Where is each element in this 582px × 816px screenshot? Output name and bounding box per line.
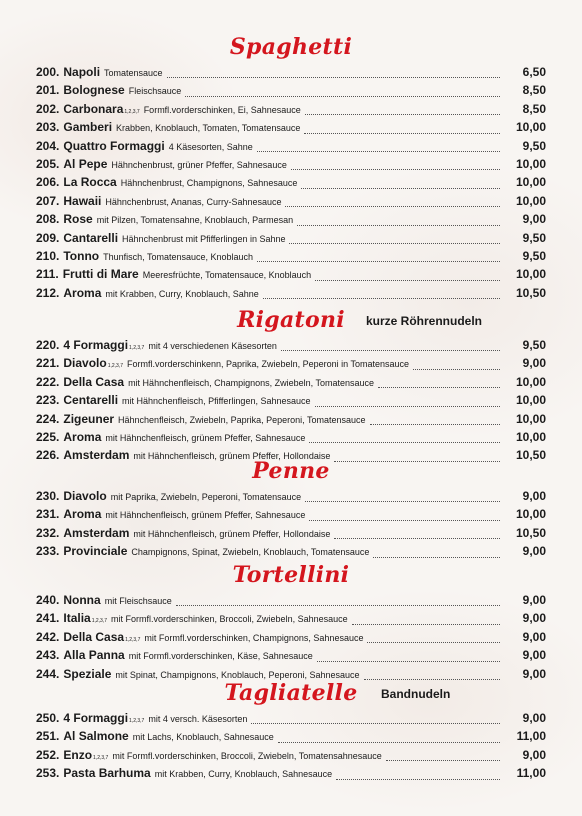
item-name: La Rocca [63, 175, 117, 190]
item-name: Aroma [63, 429, 102, 444]
item-name: Alla Panna [63, 648, 125, 663]
dotted-leader [291, 168, 500, 170]
item-name: Carbonara [63, 101, 124, 116]
section-title: Spaghetti [229, 34, 353, 60]
item-description: Tomatensauce [104, 68, 163, 78]
item-price: 9,00 [522, 356, 546, 371]
dotted-leader [309, 441, 500, 443]
item-description: Formfl.vorderschinkenn, Paprika, Zwiebeln, Peperoni in Tomatensauce [127, 359, 409, 370]
item-name: Della Casa [63, 629, 125, 644]
item-description: mit Pilzen, Tomatensahne, Knoblauch, Parmesan [96, 215, 294, 226]
item-price: 10,50 [515, 448, 546, 463]
dotted-leader [370, 423, 500, 425]
item-number: 208. [36, 212, 60, 227]
item-description: mit Formfl.vorderschinken, Käse, Sahnesauce [128, 651, 313, 662]
item-price: 10,50 [515, 285, 546, 300]
dotted-leader [315, 279, 500, 281]
item-description: Krabben, Knoblauch, Tomaten, Tomatensauce [116, 123, 301, 134]
section-subtitle: kurze Röhrennudeln [366, 314, 483, 328]
item-number: 203. [36, 120, 60, 135]
menu-item [36, 65, 546, 83]
menu-section-tortellini [36, 560, 546, 685]
dotted-leader [185, 95, 500, 97]
section-header [36, 678, 546, 708]
item-name: Pasta Barhuma [63, 766, 151, 781]
item-number: 233. [36, 544, 60, 559]
item-description: mit Hähnchenfleisch, grünem Pfeffer, Hollondaise [133, 451, 331, 462]
item-price: 8,50 [522, 101, 546, 116]
item-description: mit Paprika, Zwiebeln, Peperoni, Tomatensauce [110, 492, 302, 502]
item-number: 223. [36, 393, 60, 408]
section-header [36, 560, 546, 590]
item-price: 9,50 [522, 230, 546, 245]
menu-item [36, 630, 546, 648]
item-number: 230. [36, 489, 60, 503]
item-description: Fleischsauce [128, 86, 182, 97]
item-number: 226. [36, 448, 60, 463]
dotted-leader [281, 349, 500, 351]
item-price: 10,00 [515, 193, 546, 208]
item-price: 10,50 [515, 525, 546, 540]
item-price: 11,00 [516, 766, 546, 781]
item-price: 9,00 [522, 212, 546, 227]
dotted-leader [413, 368, 500, 370]
dotted-leader [315, 405, 501, 407]
item-description: Champignons, Spinat, Zwiebeln, Knoblauch, Tomatensauce [131, 547, 370, 558]
menu-item [36, 430, 546, 448]
menu-items-list [36, 65, 546, 304]
item-price: 9,00 [522, 629, 546, 644]
menu-item [36, 231, 546, 249]
item-price: 8,50 [522, 83, 546, 98]
dotted-leader [167, 76, 500, 78]
item-name: Centarelli [63, 393, 119, 408]
item-number: 211. [36, 267, 59, 282]
item-price: 6,50 [522, 65, 546, 79]
dotted-leader [367, 641, 500, 643]
menu-item [36, 766, 546, 784]
menu-section-penne [36, 456, 546, 563]
item-price: 9,00 [522, 666, 546, 681]
item-number: 244. [36, 666, 60, 681]
item-price: 10,00 [515, 156, 546, 171]
menu-item [36, 375, 546, 393]
section-subtitle: Bandnudeln [381, 687, 451, 701]
section-title: Rigatoni [237, 307, 345, 333]
item-number: 225. [36, 429, 60, 444]
menu-item [36, 120, 546, 138]
item-name: Zigeuner [63, 411, 115, 426]
allergen-codes: 1,2,3,7 [91, 618, 108, 625]
item-number: 241. [36, 611, 60, 626]
menu-item [36, 393, 546, 411]
item-price: 10,00 [515, 267, 546, 282]
allergen-codes: 1,2,3,7 [93, 754, 109, 761]
section-header [36, 305, 546, 335]
menu-item [36, 83, 546, 101]
allergen-codes: 1,2,3,7 [125, 636, 141, 643]
item-description: mit Formfl.vorderschinken, Broccoli, Zwiebeln, Sahnesauce [111, 614, 348, 625]
item-description: mit 4 versch. Käsesorten [148, 714, 248, 724]
item-name: 4 Formaggi [63, 338, 129, 352]
item-name: Italia [63, 611, 91, 626]
item-price: 9,00 [522, 747, 546, 762]
item-description: Hähnchenfleisch, Zwiebeln, Paprika, Peperoni, Tomatensauce [118, 414, 366, 425]
item-name: Aroma [63, 507, 102, 522]
dotted-leader [317, 660, 500, 662]
item-name: Frutti di Mare [62, 267, 139, 282]
item-name: Napoli [63, 65, 101, 79]
item-description: mit Hähnchenfleisch, Pfifferlingen, Sahnesauce [122, 396, 311, 407]
dotted-leader [305, 113, 500, 115]
item-price: 9,50 [522, 138, 546, 153]
menu-item [36, 711, 546, 729]
allergen-codes: 1,2,3,7 [124, 108, 140, 115]
dotted-leader [289, 242, 500, 244]
item-price: 9,50 [522, 248, 546, 263]
menu-item [36, 286, 546, 304]
item-price: 11,00 [516, 729, 546, 744]
item-name: Gamberi [63, 120, 113, 135]
item-description: mit Fleischsauce [104, 596, 172, 606]
dotted-leader [305, 500, 500, 502]
dotted-leader [257, 260, 500, 262]
item-number: 243. [36, 648, 60, 663]
item-description: Hähnchenbrust, Champignons, Sahnesauce [120, 178, 298, 189]
item-description: Thunfisch, Tomatensauce, Knoblauch [103, 251, 254, 262]
item-number: 204. [36, 138, 60, 153]
item-number: 221. [36, 356, 60, 371]
item-number: 207. [36, 193, 60, 208]
menu-section-tagliatelle [36, 678, 546, 785]
dotted-leader [373, 556, 500, 558]
item-name: Enzo [63, 747, 93, 762]
item-price: 9,00 [522, 711, 546, 725]
menu-item [36, 267, 546, 285]
item-name: Rose [63, 212, 93, 227]
item-name: Aroma [63, 285, 102, 300]
item-name: Speziale [63, 666, 112, 681]
dotted-leader [386, 759, 500, 761]
item-name: Quattro Formaggi [63, 138, 165, 153]
allergen-codes: 1,2,3,7 [129, 345, 145, 351]
item-description: mit Spinat, Champignons, Knoblauch, Peperoni, Sahnesauce [115, 669, 360, 680]
item-description: Hähnchenbrust, Ananas, Curry-Sahnesauce [105, 196, 282, 207]
item-number: 231. [36, 507, 60, 522]
dotted-leader [304, 132, 500, 134]
item-price: 9,00 [522, 648, 546, 663]
item-number: 202. [36, 101, 60, 116]
section-title: Tagliatelle [224, 680, 358, 706]
item-number: 200. [36, 65, 60, 79]
item-price: 9,00 [522, 611, 546, 626]
item-description: mit Hähnchenfleisch, Champignons, Zwiebeln, Tomatensauce [128, 377, 375, 388]
dotted-leader [285, 205, 500, 207]
item-name: Tonno [63, 248, 100, 263]
item-number: 252. [36, 747, 60, 762]
menu-items-list [36, 489, 546, 563]
item-number: 224. [36, 411, 60, 426]
menu-item [36, 611, 546, 629]
item-description: mit Formfl.vorderschinken, Champignons, Sahnesauce [144, 632, 364, 643]
menu-item [36, 507, 546, 525]
menu-item [36, 412, 546, 430]
menu-item [36, 526, 546, 544]
dotted-leader [309, 519, 500, 521]
item-number: 222. [36, 374, 60, 389]
item-description: mit Formfl.vorderschinken, Broccoli, Zwiebeln, Tomatensahnesauce [112, 750, 382, 761]
menu-section-spaghetti [36, 32, 546, 304]
menu-items-list [36, 593, 546, 685]
item-price: 10,00 [515, 175, 546, 190]
menu-item [36, 356, 546, 374]
dotted-leader [176, 604, 500, 606]
section-header [36, 32, 546, 62]
item-number: 209. [36, 230, 60, 245]
item-name: Al Salmone [63, 729, 129, 744]
item-description: mit 4 verschiedenen Käsesorten [148, 341, 277, 351]
item-description: mit Hähnchenfleisch, grünem Pfeffer, Sahnesauce [105, 510, 306, 521]
item-name: Al Pepe [63, 156, 108, 171]
item-price: 10,00 [515, 429, 546, 444]
item-description: Hähnchenbrust mit Pfifferlingen in Sahne [122, 233, 286, 244]
dotted-leader [336, 778, 500, 780]
item-name: Amsterdam [63, 525, 130, 540]
item-description: mit Hähnchenfleisch, grünem Pfeffer, Sahnesauce [105, 432, 306, 443]
dotted-leader [297, 224, 500, 226]
menu-items-list [36, 711, 546, 785]
menu-item [36, 593, 546, 611]
menu-item [36, 249, 546, 267]
menu-item [36, 194, 546, 212]
item-price: 9,00 [522, 544, 546, 559]
item-price: 10,00 [515, 374, 546, 389]
item-price: 9,50 [522, 338, 546, 352]
item-name: Della Casa [63, 374, 125, 389]
item-price: 9,00 [522, 489, 546, 503]
item-number: 251. [36, 729, 60, 744]
item-price: 10,00 [515, 411, 546, 426]
menu-item [36, 157, 546, 175]
menu-item [36, 748, 546, 766]
item-description: Meeresfrüchte, Tomatensauce, Knoblauch [142, 270, 312, 281]
section-title: Penne [252, 458, 330, 484]
item-number: 242. [36, 629, 60, 644]
item-description: Hähnchenbrust, grüner Pfeffer, Sahnesauce [111, 159, 287, 170]
menu-item [36, 102, 546, 120]
item-name: Diavolo [63, 489, 107, 503]
item-name: Bolognese [63, 83, 125, 98]
section-header [36, 456, 546, 486]
allergen-codes: 1,2,3,7 [129, 718, 145, 724]
item-name: Diavolo [63, 356, 107, 371]
item-number: 210. [36, 248, 60, 263]
item-number: 240. [36, 593, 60, 607]
menu-item [36, 212, 546, 230]
menu-item [36, 139, 546, 157]
allergen-codes: 1,2,3,7 [107, 363, 123, 370]
item-description: 4 Käsesorten, Sahne [168, 141, 253, 152]
item-number: 250. [36, 711, 60, 725]
item-name: Provinciale [63, 544, 128, 559]
menu-items-list [36, 338, 546, 467]
menu-item [36, 648, 546, 666]
menu-section-rigatoni [36, 305, 546, 467]
dotted-leader [251, 722, 500, 724]
item-number: 232. [36, 525, 60, 540]
item-price: 10,00 [515, 393, 546, 408]
menu-item [36, 729, 546, 747]
dotted-leader [352, 623, 500, 625]
menu-item [36, 175, 546, 193]
item-name: Hawaii [63, 193, 102, 208]
dotted-leader [278, 741, 500, 743]
item-price: 9,00 [522, 593, 546, 607]
item-number: 205. [36, 156, 60, 171]
item-name: 4 Formaggi [63, 711, 129, 725]
item-description: mit Lachs, Knoblauch, Sahnesauce [132, 732, 274, 743]
item-description: mit Hähnchenfleisch, grünem Pfeffer, Hollondaise [133, 528, 331, 539]
item-price: 10,00 [515, 507, 546, 522]
item-number: 220. [36, 338, 60, 352]
item-name: Amsterdam [63, 448, 130, 463]
menu-item [36, 338, 546, 356]
item-description: mit Krabben, Curry, Knoblauch, Sahnesauce [154, 769, 333, 780]
menu-item [36, 489, 546, 507]
item-name: Cantarelli [63, 230, 119, 245]
item-description: mit Krabben, Curry, Knoblauch, Sahne [105, 288, 259, 299]
dotted-leader [263, 297, 500, 299]
dotted-leader [301, 187, 500, 189]
section-title: Tortellini [232, 562, 350, 588]
dotted-leader [257, 150, 500, 152]
item-number: 201. [36, 83, 60, 98]
item-number: 206. [36, 175, 60, 190]
item-description: Formfl.vorderschinken, Ei, Sahnesauce [143, 104, 301, 115]
dotted-leader [378, 386, 500, 388]
item-name: Nonna [63, 593, 101, 607]
item-number: 212. [36, 285, 60, 300]
dotted-leader [334, 537, 500, 539]
item-number: 253. [36, 766, 60, 781]
item-price: 10,00 [515, 120, 546, 135]
